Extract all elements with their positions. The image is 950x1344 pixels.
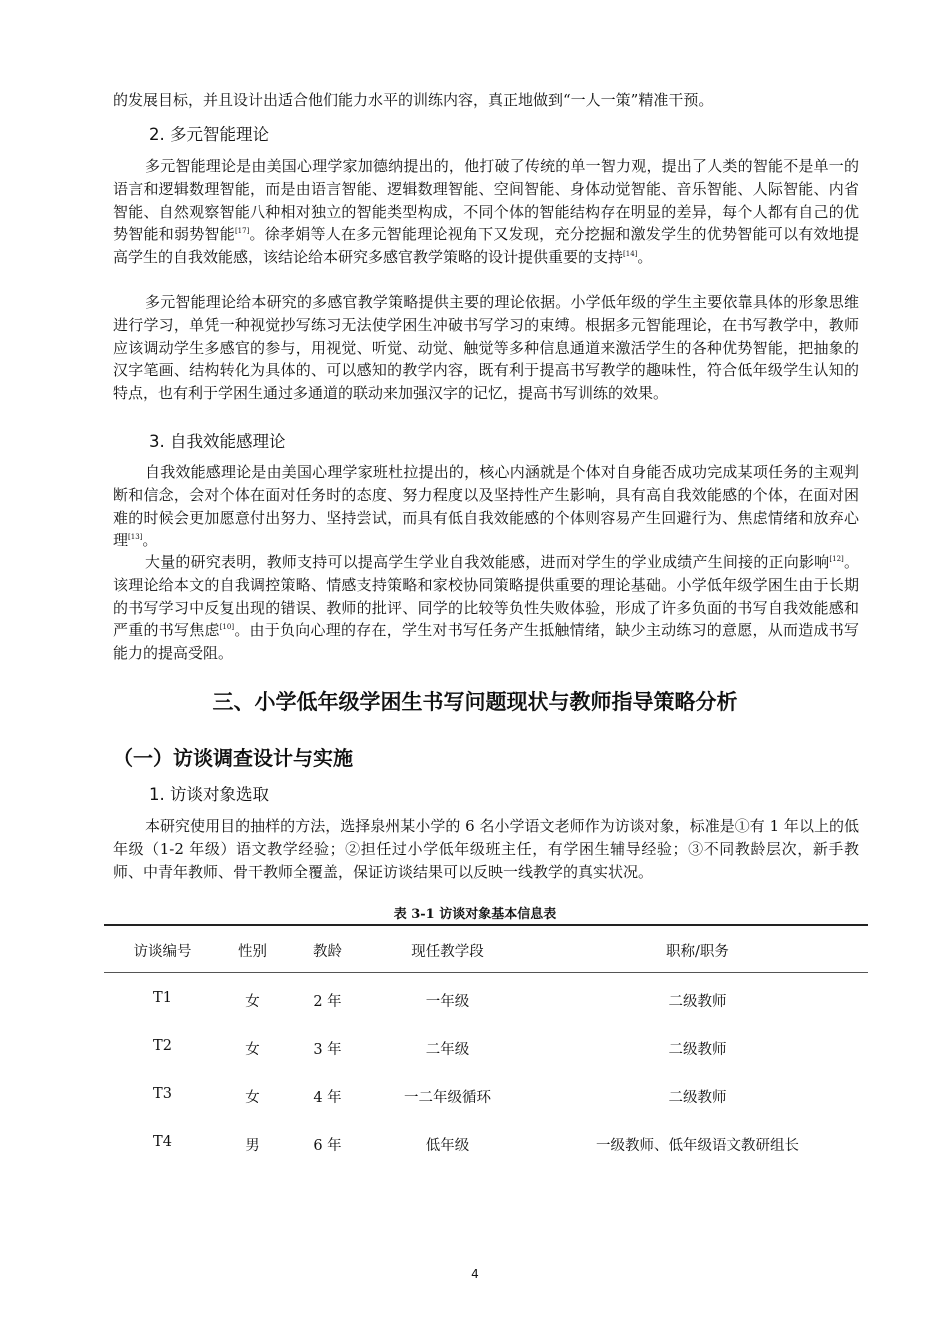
table-cell: 二年级 (425, 1042, 470, 1058)
paragraph-continuation: 的发展目标，并且设计出适合他们能力水平的训练内容，真正地做到“一人一策”精准干预。 (113, 91, 714, 109)
table-cell: 二级教师 (668, 1042, 727, 1058)
table-cell: 3 年 (313, 1042, 342, 1058)
table-header-cell: 职称/职务 (666, 944, 729, 960)
paragraph-self-efficacy-application (113, 551, 859, 665)
paragraph-interview-sampling: 本研究使用目的抽样的方法，选择泉州某小学的 6 名小学语文老师作为访谈对象，标准是①有 1 年以上的低年级（1-2 年级）语文教学经验；②担任过小学低年级班主任，有学困生辅导经验；③不同教龄层次，新手教师、中青年教师、骨干教师全覆盖，保证访谈结果可以反映一线教学的真实状况。 (113, 817, 859, 881)
table-cell: T2 (153, 1038, 172, 1054)
table-cell: 一年级 (425, 994, 470, 1010)
table-cell: T3 (153, 1086, 172, 1102)
paragraph-self-efficacy-intro (113, 461, 859, 552)
table-cell: 男 (245, 1138, 260, 1154)
table-cell: 女 (245, 994, 260, 1010)
table-cell: 一二年级循环 (404, 1090, 491, 1106)
table-header-cell: 教龄 (313, 944, 342, 960)
text-run: 。由于负向心理的存在，学生对书写任务产生抵触情绪，缺少主动练习的意愿，从而造成书写能力的提高受阻。 (113, 621, 859, 663)
section-heading: （一）访谈调查设计与实施 (113, 746, 353, 770)
table-cell: 6 年 (313, 1138, 342, 1154)
subsection-heading-multiple-intelligences: 2. 多元智能理论 (149, 125, 269, 144)
table-cell: 4 年 (313, 1090, 342, 1106)
citation: [13] (128, 533, 143, 542)
citation: [10] (219, 623, 235, 632)
paragraph-multiple-intelligences-intro (113, 155, 859, 269)
citation: [12] (829, 555, 844, 563)
text-run: 多元智能理论是由美国心理学家加德纳提出的，他打破了传统的单一智力观，提出了人类的智能不是单一的语言和逻辑数理智能，而是由语言智能、逻辑数理智能、空间智能、身体动觉智能、音乐智能、人际智能、内省智能、自然观察智能八种相对独立的智能类型构成，不同个体的智能结构存在明显的差异，每个人都有自己的优势智能和弱势智能 (113, 157, 859, 244)
table-cell: 2 年 (313, 994, 342, 1010)
text-run: 。徐孝娟等人在多元智能理论视角下又发现，充分挖掘和激发学生的优势智能可以有效地提高学生的自我效能感，该结论给本研究多感官教学策略的设计提供重要的支持 (113, 225, 859, 267)
table-cell: 一级教师、低年级语文教研组长 (596, 1138, 799, 1154)
table-cell: 二级教师 (668, 1090, 727, 1106)
table-caption: 表 3-1 访谈对象基本信息表 (393, 907, 557, 922)
text-run: 。 (142, 531, 158, 550)
paragraph-multiple-intelligences-application: 多元智能理论给本研究的多感官教学策略提供主要的理论依据。小学低年级的学生主要依靠具体的形象思维进行学习，单凭一种视觉抄写练习无法使学困生冲破书写学习的束缚。根据多元智能理论，在书写教学中，教师应该调动学生多感官的参与，用视觉、听觉、动觉、触觉等多种信息通道来激活学生的各种优势智能，把抽象的汉字笔画、结构转化为具体的、可以感知的教学内容，既有利于提高书写教学的趣味性，符合低年级学生认知的特点，也有利于学困生通过多通道的联动来加强汉字的记忆，提高书写训练的效果。 (113, 293, 859, 403)
table-top-rule (104, 924, 868, 926)
text-run: 。 (637, 248, 653, 267)
page-number: 4 (471, 1267, 479, 1281)
table-cell: 低年级 (425, 1138, 470, 1154)
table-header-rule (104, 972, 868, 973)
table-header-cell: 现任教学段 (411, 944, 484, 960)
subsection-heading-interview-subjects: 1. 访谈对象选取 (149, 785, 269, 804)
table-header-cell: 性别 (238, 944, 267, 960)
text-run: 。该理论给本文的自我调控策略、情感支持策略和家校协同策略提供重要的理论基础。小学低年级学困生由于长期的书写学习中反复出现的错误、教师的批评、同学的比较等负性失败体验，形成了许多负面的书写自我效能感和严重的书写焦虑 (113, 553, 859, 640)
chapter-heading: 三、小学低年级学困生书写问题现状与教师指导策略分析 (212, 690, 738, 714)
subsection-heading-self-efficacy: 3. 自我效能感理论 (149, 432, 286, 451)
table-header-cell: 访谈编号 (133, 944, 192, 960)
table-cell: 女 (245, 1042, 260, 1058)
text-run: 自我效能感理论是由美国心理学家班杜拉提出的，核心内涵就是个体对自身能否成功完成某项任务的主观判断和信念，会对个体在面对任务时的态度、努力程度以及坚持性产生影响，具有高自我效能感的个体，在面对困难的时候会更加愿意付出努力、坚持尝试，而具有低自我效能感的个体则容易产生回避行为、焦虑情绪和放弃心理 (113, 463, 859, 550)
table-cell: T1 (153, 990, 172, 1006)
table-cell: T4 (153, 1134, 172, 1150)
citation: [14] (623, 250, 638, 259)
table-cell: 女 (245, 1090, 260, 1106)
text-run: 大量的研究表明，教师支持可以提高学生学业自我效能感，进而对学生的学业成绩产生间接的正向影响 (145, 553, 830, 571)
table-cell: 二级教师 (668, 994, 727, 1010)
citation: [17] (234, 227, 250, 236)
